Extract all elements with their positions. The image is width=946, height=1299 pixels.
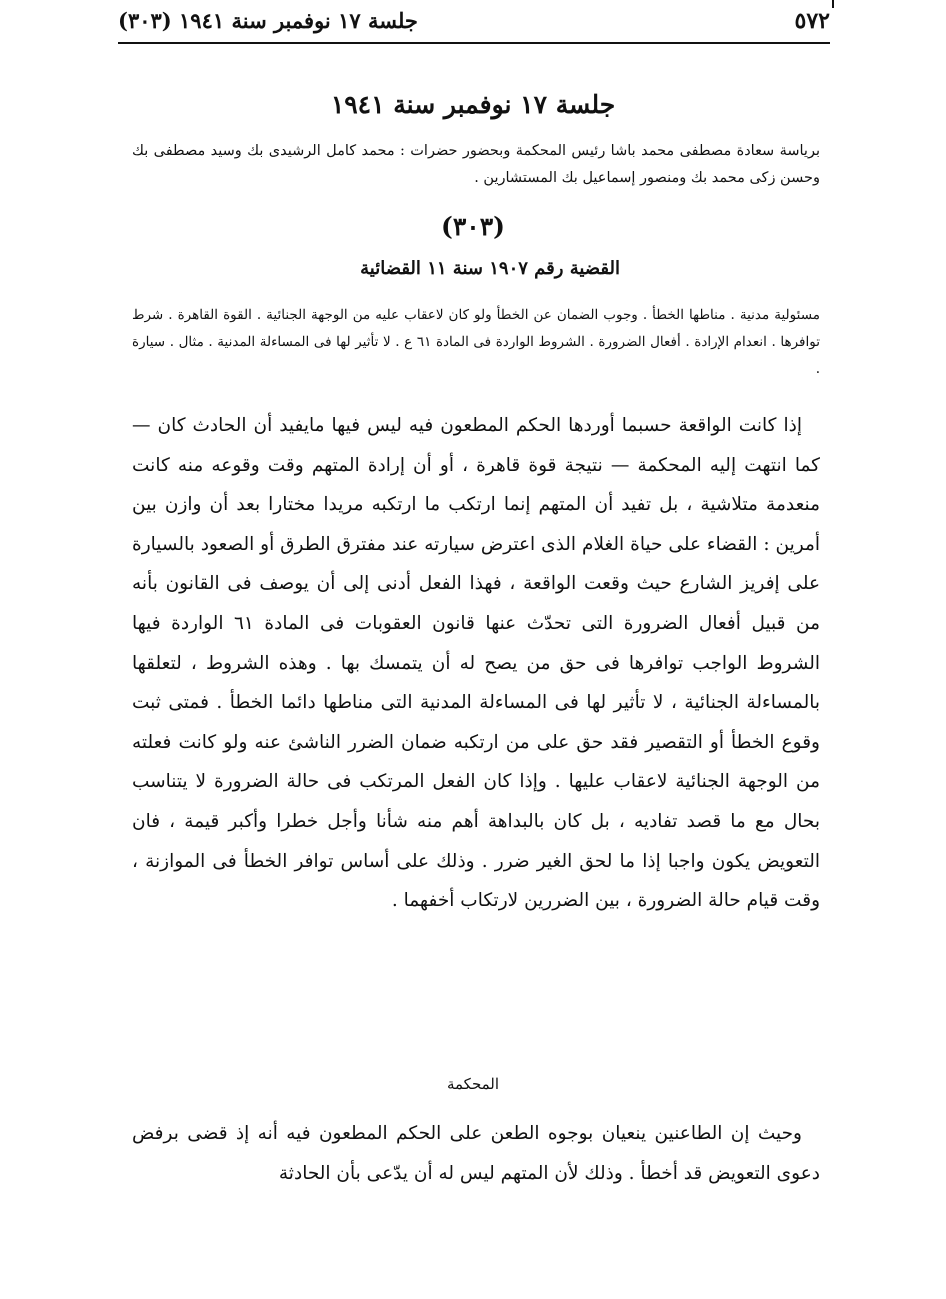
- running-title: جلسة ١٧ نوفمبر سنة ١٩٤١ (٣٠٣): [118, 8, 418, 33]
- header-rule: [118, 42, 830, 44]
- case-number: (٣٠٣): [441, 212, 505, 241]
- presiding-panel: برياسة سعادة مصطفى محمد باشا رئيس المحكمة وبحضور حضرات : محمد كامل الرشيدى بك وسيد مصطفى بك وحسن زكى محمد بك ومنصور إسماعيل بك المستشارين .: [132, 143, 820, 186]
- margin-mark: [832, 0, 834, 8]
- page-number: ٥٧٢: [794, 8, 830, 34]
- court-reasoning: وحيث إن الطاعنين ينعيان بوجوه الطعن على الحكم المطعون فيه أنه إذ قضى برفض دعوى التعويض قد أخطأ . وذلك لأن المتهم ليس له أن يدّعى بأن الحادثة: [132, 1123, 820, 1184]
- court-heading: المحكمة: [446, 1075, 500, 1093]
- legal-principle: إذا كانت الواقعة حسبما أوردها الحكم المطعون فيه ليس فيها مايفيد أن الحادث كان — كما انتهت إليه المحكمة — نتيجة قوة قاهرة ، أو أن إرادة المتهم وقت وقوعه منه كانت منعدمة متلاشية ، بل تفيد أن المتهم إنما ارتكب ما ارتكبه مريدا مختارا بعد أن وازن بين أمرين : القضاء على حياة الغلام الذى اعترض سيارته عند مفترق الطرق أو الصعود بالسيارة على إفريز الشارع حيث وقعت الواقعة ، فهذا الفعل أدنى إلى أن يوصف فى القانون بأنه من قبيل أفعال الضرورة التى تحدّث عنها قانون العقوبات فى المادة ٦١ الواردة فيها الشروط الواجب توافرها فى حق من يصح له أن يتمسك بها . وهذه الشروط ، لتعلقها بالمساءلة الجنائية ، لا تأثير لها فى المساءلة المدنية التى مناطها دائما الخطأ . فمتى ثبت وقوع الخطأ أو التقصير فقد حق على من ارتكبه ضمان الضرر الناشئ عنه ولو كانت فعلته من الوجهة الجنائية لاعقاب عليها . وإذا كان الفعل المرتكب فى حالة الضرورة لا يتناسب بحال مع ما قصد تفاديه ، بل كان بالبداهة أهم منه شأنا وأجل خطرا وأكبر قيمة ، فان التعويض يكون واجبا إذا ما لحق الغير ضرر . وذلك على أساس توافر الخطأ فى الموازنة ، وقت قيام حالة الضرورة ، بين الضررين لارتكاب أخفهما .: [132, 415, 820, 912]
- keywords-summary: مسئولية مدنية . مناطها الخطأ . وجوب الضمان عن الخطأ ولو كان لاعقاب عليه من الوجهة الجنائية . القوة القاهرة . شرط توافرها . انعدام الإرادة . أفعال الضرورة . الشروط الواردة فى المادة ٦١ ع . لا تأثير لها فى المساءلة المدنية . مثال . سيارة .: [132, 307, 820, 377]
- case-reference: القضية رقم ١٩٠٧ سنة ١١ القضائية: [360, 258, 620, 279]
- session-title: جلسة ١٧ نوفمبر سنة ١٩٤١: [330, 90, 616, 119]
- running-header: [118, 4, 830, 40]
